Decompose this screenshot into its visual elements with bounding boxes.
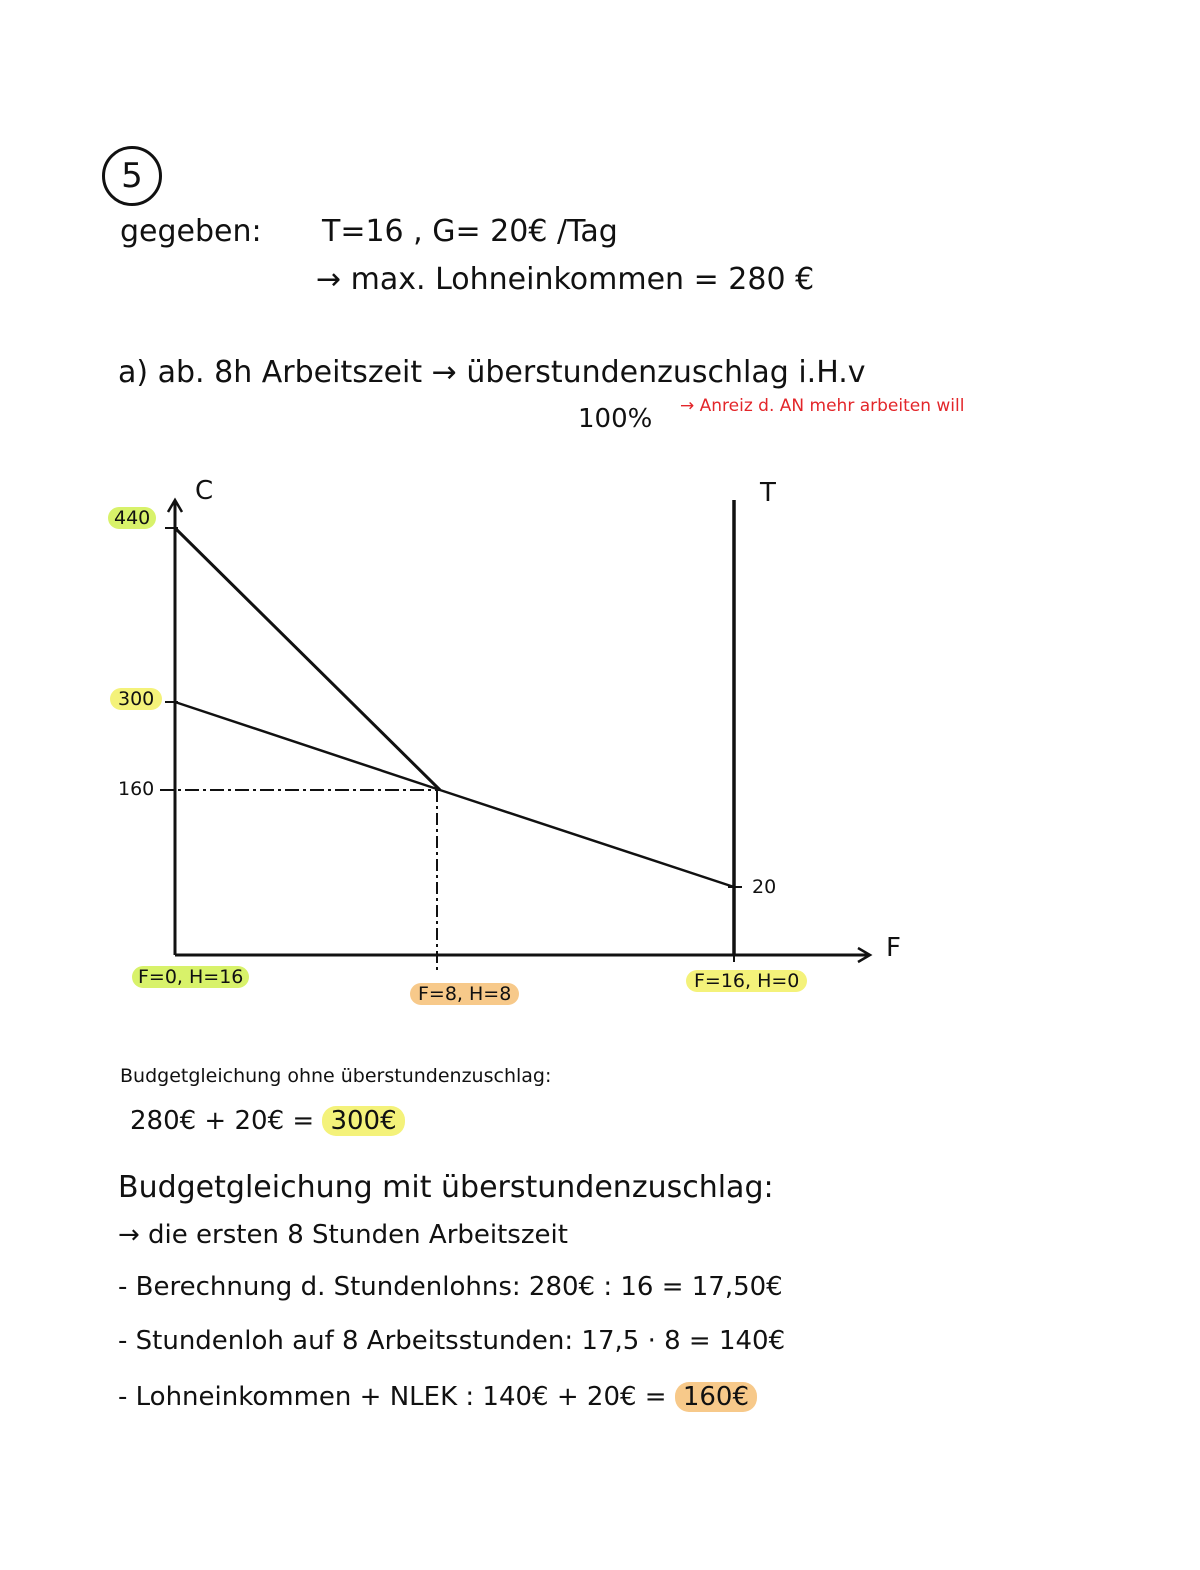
budget-without-calc: 280€ + 20€ = — [130, 1106, 323, 1136]
given-values: T=16 , G= 20€ /Tag — [322, 214, 618, 249]
x-label-left: F=0, H=16 — [132, 966, 249, 988]
budget-line-no-overtime — [175, 702, 440, 790]
task-a-line: a) ab. 8h Arbeitszeit → überstundenzuschlag i.H.v — [118, 355, 866, 390]
x-axis-label: F — [886, 933, 901, 963]
y-tick-label-440: 440 — [108, 507, 156, 529]
line-first-hours: → die ersten 8 Stunden Arbeitszeit — [118, 1220, 568, 1250]
budget-line-common — [440, 790, 734, 887]
line-hours-calc: - Stundenloh auf 8 Arbeitsstunden: 17,5 · 8 = 140€ — [118, 1326, 786, 1356]
line-wage-calc: - Berechnung d. Stundenlohns: 280€ : 16 = 17,50€ — [118, 1272, 783, 1302]
y-tick-label-300: 300 — [110, 688, 162, 710]
t-line-label: T — [760, 478, 776, 508]
budget-without-result: 300€ — [322, 1106, 404, 1136]
incentive-note: → Anreiz d. AN mehr arbeiten will — [680, 396, 965, 416]
line-income-calc: - Lohneinkommen + NLEK : 140€ + 20€ = — [118, 1382, 675, 1412]
given-label: gegeben: — [120, 214, 262, 249]
max-income-line: → max. Lohneinkommen = 280 € — [316, 262, 815, 297]
y-tick-label-160: 160 — [118, 778, 155, 800]
x-label-right: F=16, H=0 — [686, 970, 807, 992]
budget-line-overtime — [175, 528, 440, 790]
t-tick-label-20: 20 — [752, 876, 777, 898]
line-income-result: 160€ — [675, 1382, 757, 1412]
y-axis-label: C — [195, 476, 214, 506]
percent-label: 100% — [578, 404, 653, 434]
budget-without-title: Budgetgleichung ohne überstundenzuschlag: — [120, 1065, 552, 1087]
x-label-mid: F=8, H=8 — [410, 983, 519, 1005]
budget-with-title: Budgetgleichung mit überstundenzuschlag: — [118, 1170, 774, 1205]
task-number: 5 — [102, 146, 162, 206]
